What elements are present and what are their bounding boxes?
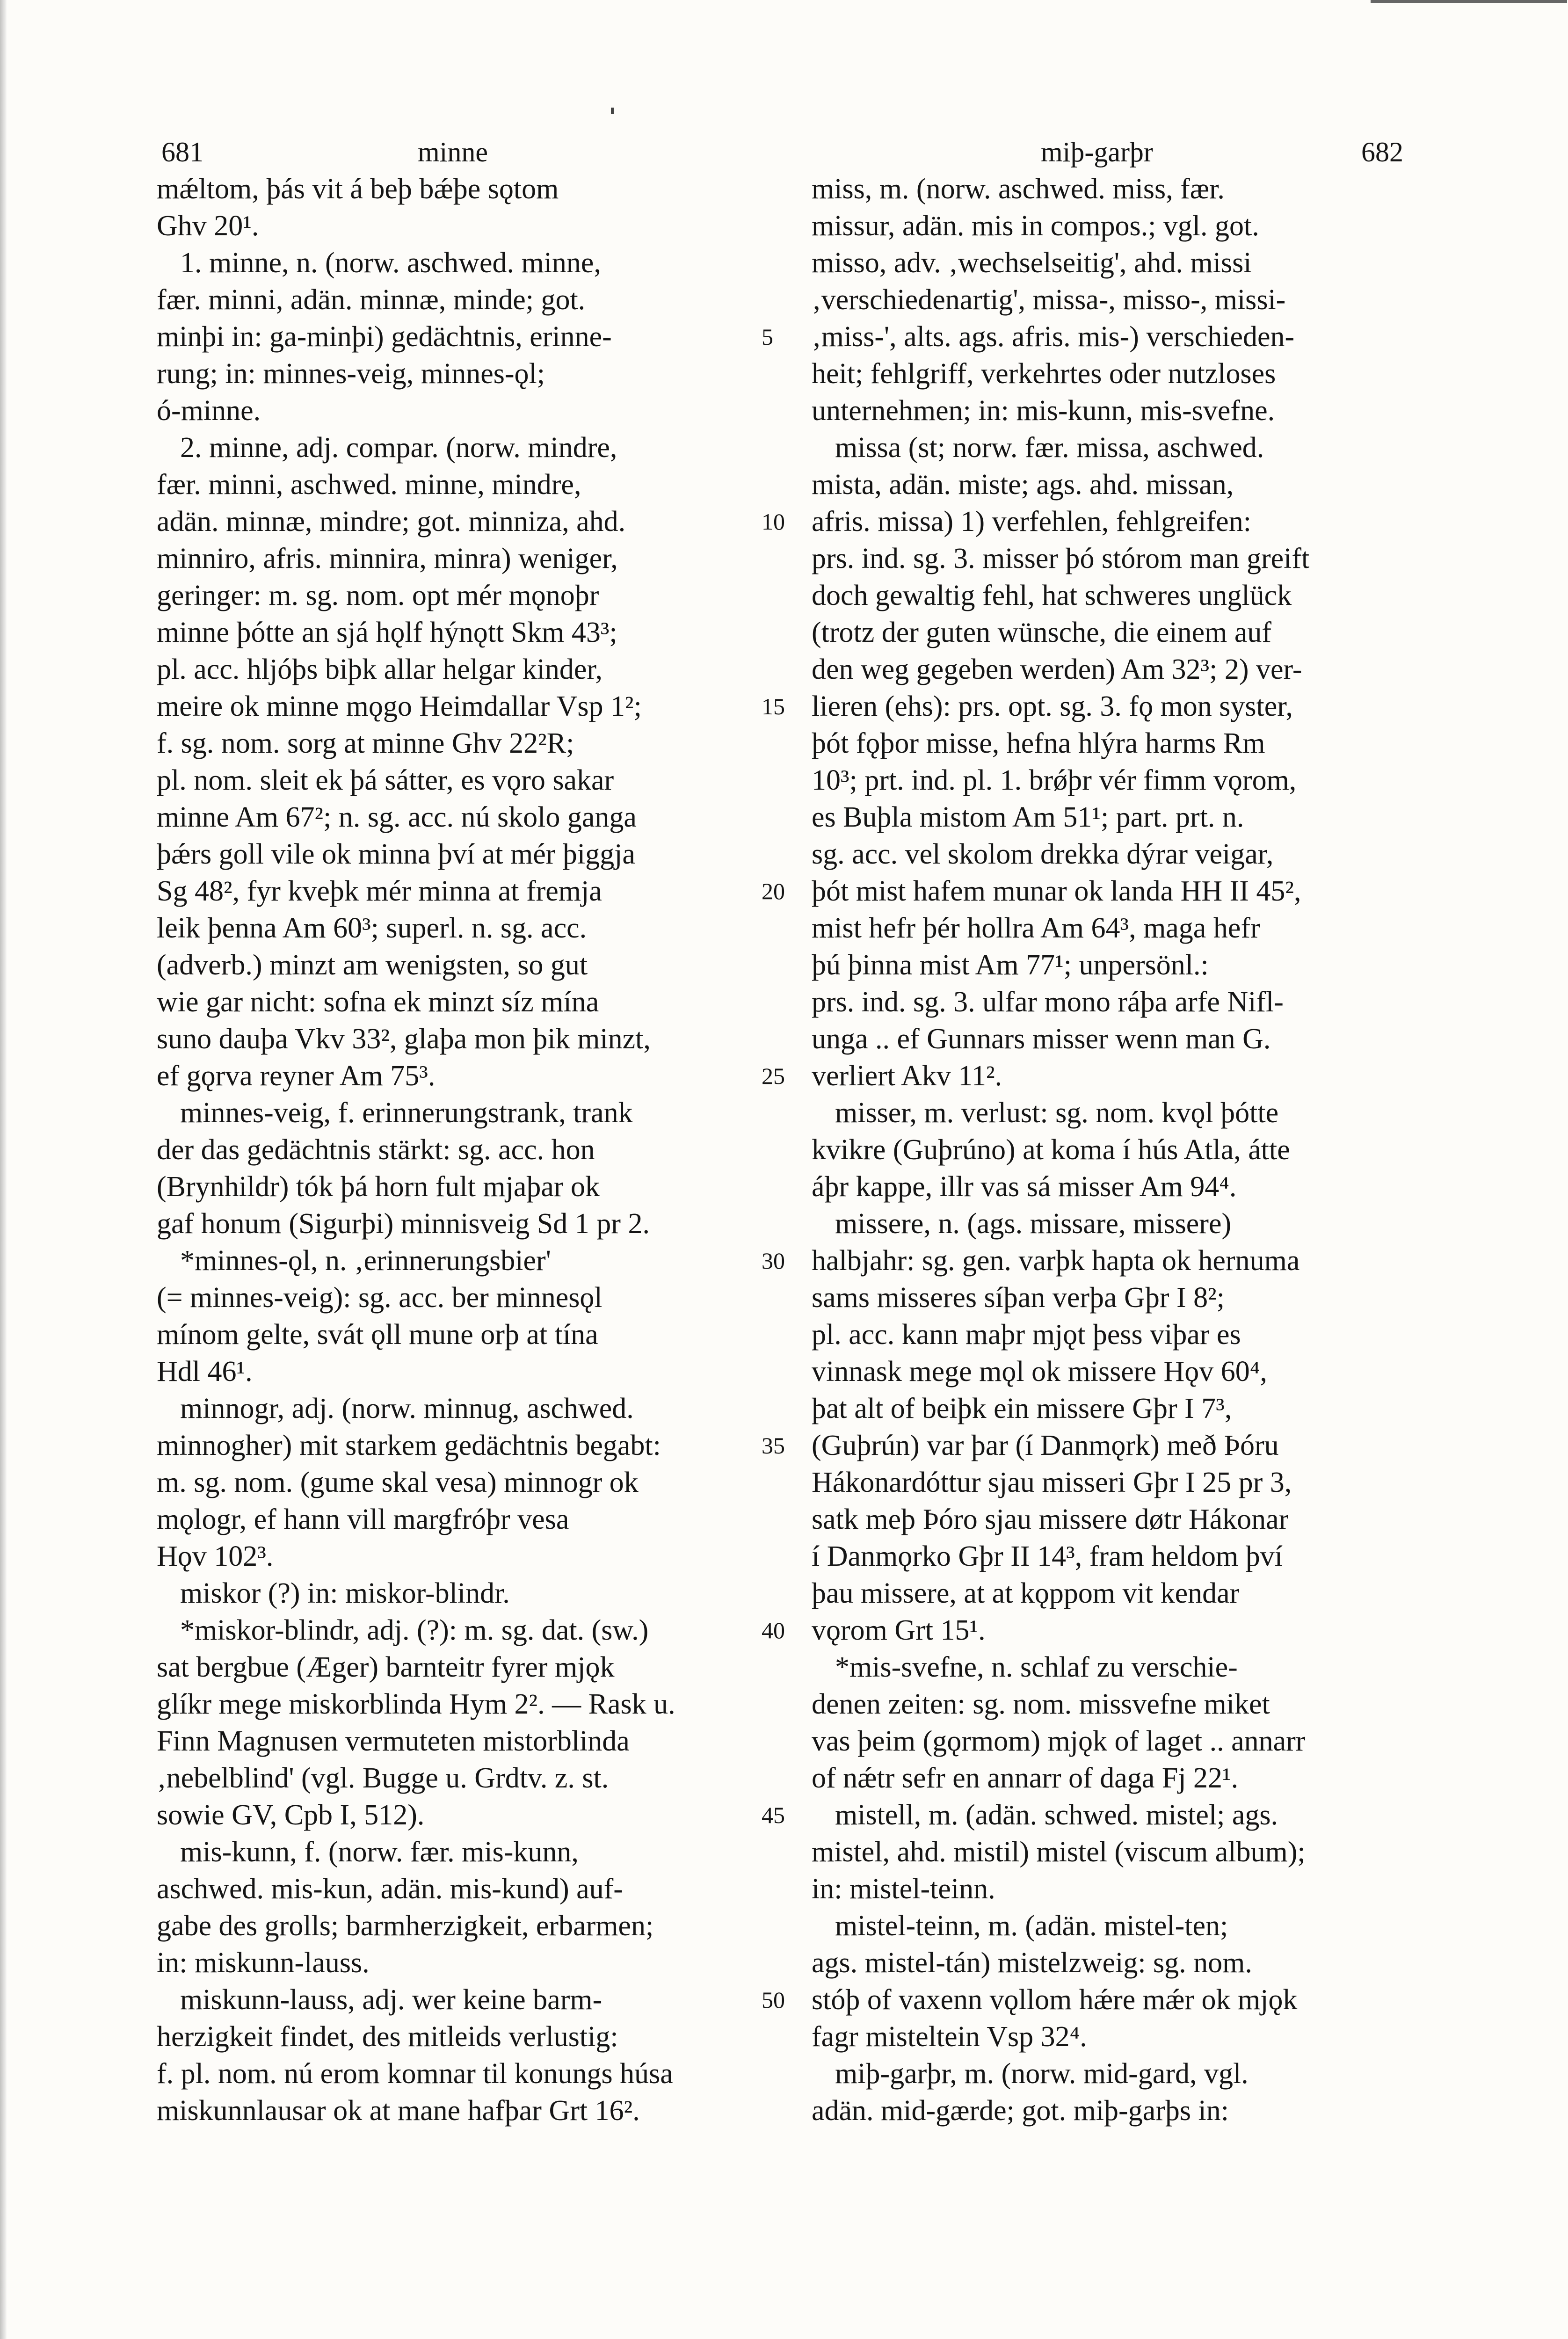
dictionary-line: Ghv 20¹. bbox=[157, 210, 259, 242]
page-number-right: 682 bbox=[1361, 137, 1403, 167]
dictionary-line: þat alt of beiþk ein missere Gþr I 7³, bbox=[812, 1393, 1232, 1424]
dictionary-line: verliert Akv 11². bbox=[812, 1060, 1002, 1092]
dictionary-line: Finn Magnusen vermuteten mistorblinda bbox=[157, 1725, 630, 1757]
dictionary-line: minnogr, adj. (norw. minnug, aschwed. bbox=[180, 1393, 634, 1424]
right-column-entry bbox=[812, 171, 1438, 429]
line-number: 50 bbox=[762, 1987, 785, 2013]
running-head-left: minne bbox=[418, 137, 488, 167]
dictionary-line: *miskor-blindr, adj. (?): m. sg. dat. (sw.) bbox=[180, 1614, 649, 1646]
dictionary-line: adän. mid-gærde; got. miþ-garþs in: bbox=[812, 2095, 1229, 2127]
dictionary-line: 1. minne, n. (norw. aschwed. minne, bbox=[180, 247, 601, 279]
dictionary-line: minniro, afris. minnira, minra) weniger, bbox=[157, 543, 618, 574]
dictionary-line: es Buþla mistom Am 51¹; part. prt. n. bbox=[812, 801, 1244, 833]
dictionary-line: pl. acc. kann maþr mjǫt þess viþar es bbox=[812, 1319, 1241, 1351]
dictionary-line: þú þinna mist Am 77¹; unpersönl.: bbox=[812, 949, 1209, 981]
dictionary-line: missa (st; norw. fær. missa, aschwed. bbox=[835, 432, 1264, 464]
dictionary-line: (Brynhildr) tók þá horn fult mjaþar ok bbox=[157, 1171, 600, 1203]
dictionary-line: Hǫv 102³. bbox=[157, 1540, 274, 1572]
top-rule bbox=[1371, 0, 1567, 3]
dictionary-line: þót fǫþor misse, hefna hlýra harms Rm bbox=[812, 727, 1265, 759]
left-column-entry bbox=[157, 1242, 770, 1390]
dictionary-line: satk meþ Þóro sjau missere døtr Hákonar bbox=[812, 1504, 1289, 1535]
left-column-entry bbox=[157, 245, 770, 429]
right-column-entry bbox=[812, 1908, 1438, 2056]
line-number: 20 bbox=[762, 878, 785, 904]
dictionary-line: (= minnes-veig): sg. acc. ber minnesǫl bbox=[157, 1282, 603, 1314]
right-column-entry bbox=[812, 1095, 1438, 1206]
dictionary-line: missere, n. (ags. missare, missere) bbox=[835, 1208, 1232, 1240]
dictionary-line: (Guþrún) var þar (í Danmǫrk) með Þóru bbox=[812, 1430, 1279, 1461]
dictionary-line: kvikre (Guþrúno) at koma í hús Atla, átte bbox=[812, 1134, 1290, 1166]
dictionary-line: áþr kappe, illr vas sá misser Am 94⁴. bbox=[812, 1171, 1237, 1203]
dictionary-line: Hákonardóttur sjau misseri Gþr I 25 pr 3, bbox=[812, 1467, 1292, 1498]
line-number: 5 bbox=[762, 324, 773, 350]
dictionary-line: in: miskunn-lauss. bbox=[157, 1947, 370, 1979]
dictionary-line: þǽrs goll vile ok minna því at mér þiggja bbox=[157, 838, 635, 870]
dictionary-line: f. sg. nom. sorg at minne Ghv 22²R; bbox=[157, 727, 574, 759]
dictionary-line: (trotz der guten wünsche, die einem auf bbox=[812, 617, 1272, 648]
dictionary-line: heit; fehlgriff, verkehrtes oder nutzloses bbox=[812, 358, 1276, 390]
left-column-entry bbox=[157, 1390, 770, 1575]
dictionary-line: *minnes-ǫl, n. ‚erinnerungsbier' bbox=[180, 1245, 551, 1277]
dictionary-line: wie gar nicht: sofna ek minzt síz mína bbox=[157, 986, 599, 1018]
dictionary-line: (adverb.) minzt am wenigsten, so gut bbox=[157, 949, 588, 981]
dictionary-line: denen zeiten: sg. nom. missvefne miket bbox=[812, 1688, 1270, 1720]
dictionary-line: glíkr mege miskorblinda Hym 2². — Rask u. bbox=[157, 1688, 675, 1720]
dictionary-line: den weg gegeben werden) Am 32³; 2) ver- bbox=[812, 654, 1302, 685]
left-column-entry bbox=[157, 1834, 770, 1982]
dictionary-line: mistel-teinn, m. (adän. mistel-ten; bbox=[835, 1910, 1228, 1942]
left-column-entry bbox=[157, 1095, 770, 1242]
left-column-entry bbox=[157, 1575, 770, 1612]
left-column-entry bbox=[157, 1982, 770, 2129]
dictionary-line: afris. missa) 1) verfehlen, fehlgreifen: bbox=[812, 506, 1251, 538]
dictionary-line: mǽltom, þás vit á beþ bǽþe sǫtom bbox=[157, 173, 559, 205]
dictionary-line: ó-minne. bbox=[157, 395, 261, 427]
dictionary-line: ags. mistel-tán) mistelzweig: sg. nom. bbox=[812, 1947, 1252, 1979]
line-number: 35 bbox=[762, 1432, 785, 1459]
dictionary-line: mista, adän. miste; ags. ahd. missan, bbox=[812, 469, 1234, 501]
line-number: 25 bbox=[762, 1063, 785, 1089]
dictionary-line: Sg 48², fyr kveþk mér minna at fremja bbox=[157, 875, 602, 907]
left-column-entry bbox=[157, 429, 770, 1095]
dictionary-line: sams misseres síþan verþa Gþr I 8²; bbox=[812, 1282, 1225, 1314]
dictionary-line: missur, adän. mis in compos.; vgl. got. bbox=[812, 210, 1259, 242]
dictionary-line: unternehmen; in: mis-kunn, mis-svefne. bbox=[812, 395, 1275, 427]
left-column-entry bbox=[157, 1612, 770, 1834]
right-column-entry bbox=[812, 1797, 1438, 1908]
line-number: 10 bbox=[762, 508, 785, 535]
dictionary-line: meire ok minne mǫgo Heimdallar Vsp 1²; bbox=[157, 690, 642, 722]
dictionary-line: mistell, m. (adän. schwed. mistel; ags. bbox=[835, 1799, 1278, 1831]
dictionary-line: sg. acc. vel skolom drekka dýrar veigar, bbox=[812, 838, 1274, 870]
dictionary-line: vas þeim (gǫrmom) mjǫk of laget .. annarr bbox=[812, 1725, 1306, 1757]
line-number: 15 bbox=[762, 693, 785, 719]
dictionary-line: stóþ of vaxenn vǫllom hǽre mǽr ok mjǫk bbox=[812, 1984, 1298, 2016]
dictionary-line: mistel, ahd. mistil) mistel (viscum album); bbox=[812, 1836, 1306, 1868]
dictionary-line: miskor (?) in: miskor-blindr. bbox=[180, 1577, 510, 1609]
dictionary-line: í Danmǫrko Gþr II 14³, fram heldom því bbox=[812, 1540, 1283, 1572]
dictionary-line: sat bergbue (Æger) barnteitr fyrer mjǫk bbox=[157, 1651, 615, 1683]
dictionary-line: herzigkeit findet, des mitleids verlustig: bbox=[157, 2021, 618, 2053]
dictionary-line: gaf honum (Sigurþi) minnisveig Sd 1 pr 2. bbox=[157, 1208, 650, 1240]
dictionary-line: minne þótte an sjá hǫlf hýnǫtt Skm 43³; bbox=[157, 617, 617, 648]
dictionary-line: ef gǫrva reyner Am 75³. bbox=[157, 1060, 436, 1092]
dictionary-line: sowie GV, Cpb I, 512). bbox=[157, 1799, 425, 1831]
right-column-entry bbox=[812, 1206, 1438, 1649]
line-number: 45 bbox=[762, 1802, 785, 1828]
dictionary-line: doch gewaltig fehl, hat schweres unglück bbox=[812, 580, 1292, 611]
dictionary-line: lieren (ehs): prs. opt. sg. 3. fǫ mon syster, bbox=[812, 690, 1293, 722]
right-column-entry bbox=[812, 429, 1438, 1095]
dictionary-line: prs. ind. sg. 3. misser þó stórom man greift bbox=[812, 543, 1310, 574]
dictionary-line: minne Am 67²; n. sg. acc. nú skolo ganga bbox=[157, 801, 637, 833]
dictionary-line: aschwed. mis-kun, adän. mis-kund) auf- bbox=[157, 1873, 623, 1905]
line-number: 30 bbox=[762, 1248, 785, 1274]
dictionary-line: mis-kunn, f. (norw. fær. mis-kunn, bbox=[180, 1836, 579, 1868]
dictionary-line: fær. minni, aschwed. minne, mindre, bbox=[157, 469, 581, 501]
dictionary-line: þau missere, at at kǫppom vit kendar bbox=[812, 1577, 1240, 1609]
dictionary-line: minnogher) mit starkem gedächtnis begabt: bbox=[157, 1430, 661, 1461]
dictionary-line: 2. minne, adj. compar. (norw. mindre, bbox=[180, 432, 617, 464]
running-head-right: miþ-garþr bbox=[1041, 137, 1153, 167]
dictionary-line: f. pl. nom. nú erom komnar til konungs húsa bbox=[157, 2058, 673, 2090]
dictionary-line: minnes-veig, f. erinnerungstrank, trank bbox=[180, 1097, 633, 1129]
dictionary-line: vinnask mege mǫl ok missere Hǫv 60⁴, bbox=[812, 1356, 1267, 1387]
dictionary-line: fær. minni, adän. minnæ, minde; got. bbox=[157, 284, 586, 316]
dictionary-line: ‚nebelblind' (vgl. Bugge u. Grdtv. z. st. bbox=[157, 1762, 609, 1794]
dictionary-line: gabe des grolls; barmherzigkeit, erbarmen; bbox=[157, 1910, 654, 1942]
dictionary-line: ‚miss-', alts. ags. afris. mis-) verschieden- bbox=[812, 321, 1295, 353]
dictionary-line: suno dauþa Vkv 33², glaþa mon þik minzt, bbox=[157, 1023, 651, 1055]
dictionary-line: miskunn-lauss, adj. wer keine barm- bbox=[180, 1984, 603, 2016]
dictionary-line: *mis-svefne, n. schlaf zu verschie- bbox=[835, 1651, 1238, 1683]
dictionary-line: fagr misteltein Vsp 32⁴. bbox=[812, 2021, 1087, 2053]
dictionary-line: mist hefr þér hollra Am 64³, maga hefr bbox=[812, 912, 1260, 944]
dictionary-line: leik þenna Am 60³; superl. n. sg. acc. bbox=[157, 912, 587, 944]
dictionary-line: pl. nom. sleit ek þá sátter, es vǫro sakar bbox=[157, 764, 614, 796]
dictionary-line: m. sg. nom. (gume skal vesa) minnogr ok bbox=[157, 1467, 639, 1498]
dictionary-line: misso, adv. ‚wechselseitig', ahd. missi bbox=[812, 247, 1252, 279]
dictionary-line: geringer: m. sg. nom. opt mér mǫnoþr bbox=[157, 580, 599, 611]
print-speck bbox=[611, 108, 614, 114]
dictionary-line: unga .. ef Gunnars misser wenn man G. bbox=[812, 1023, 1271, 1055]
page-number-left: 681 bbox=[161, 137, 203, 167]
page-edge-shadow bbox=[0, 0, 7, 2339]
dictionary-line: prs. ind. sg. 3. ulfar mono ráþa arfe Nifl- bbox=[812, 986, 1284, 1018]
dictionary-line: miskunnlausar ok at mane hafþar Grt 16². bbox=[157, 2095, 640, 2127]
right-column-entry bbox=[812, 2056, 1438, 2129]
dictionary-line: þót mist hafem munar ok landa HH II 45², bbox=[812, 875, 1301, 907]
dictionary-line: mínom gelte, svát ǫll mune orþ at tína bbox=[157, 1319, 598, 1351]
right-column bbox=[812, 171, 1438, 2129]
dictionary-line: der das gedächtnis stärkt: sg. acc. hon bbox=[157, 1134, 595, 1166]
dictionary-line: halbjahr: sg. gen. varþk hapta ok hernuma bbox=[812, 1245, 1300, 1277]
dictionary-line: in: mistel-teinn. bbox=[812, 1873, 995, 1905]
dictionary-line: mǫlogr, ef hann vill margfróþr vesa bbox=[157, 1504, 569, 1535]
dictionary-line: rung; in: minnes-veig, minnes-ǫl; bbox=[157, 358, 545, 390]
dictionary-line: miss, m. (norw. aschwed. miss, fær. bbox=[812, 173, 1225, 205]
line-number: 40 bbox=[762, 1617, 785, 1643]
left-column-entry bbox=[157, 171, 770, 245]
right-column-entry bbox=[812, 1649, 1438, 1797]
dictionary-line: vǫrom Grt 15¹. bbox=[812, 1614, 986, 1646]
dictionary-line: minþi in: ga-minþi) gedächtnis, erinne- bbox=[157, 321, 612, 353]
left-column bbox=[157, 171, 770, 2129]
dictionary-line: adän. minnæ, mindre; got. minniza, ahd. bbox=[157, 506, 626, 538]
dictionary-line: Hdl 46¹. bbox=[157, 1356, 253, 1387]
dictionary-line: pl. acc. hljóþs biþk allar helgar kinder, bbox=[157, 654, 603, 685]
dictionary-line: ‚verschiedenartig', missa-, misso-, missi- bbox=[812, 284, 1286, 316]
dictionary-line: of nǽtr sefr en annarr of daga Fj 22¹. bbox=[812, 1762, 1239, 1794]
dictionary-line: miþ-garþr, m. (norw. mid-gard, vgl. bbox=[835, 2058, 1249, 2090]
dictionary-line: 10³; prt. ind. pl. 1. brǿþr vér fimm vǫrom, bbox=[812, 764, 1297, 796]
dictionary-line: misser, m. verlust: sg. nom. kvǫl þótte bbox=[835, 1097, 1279, 1129]
